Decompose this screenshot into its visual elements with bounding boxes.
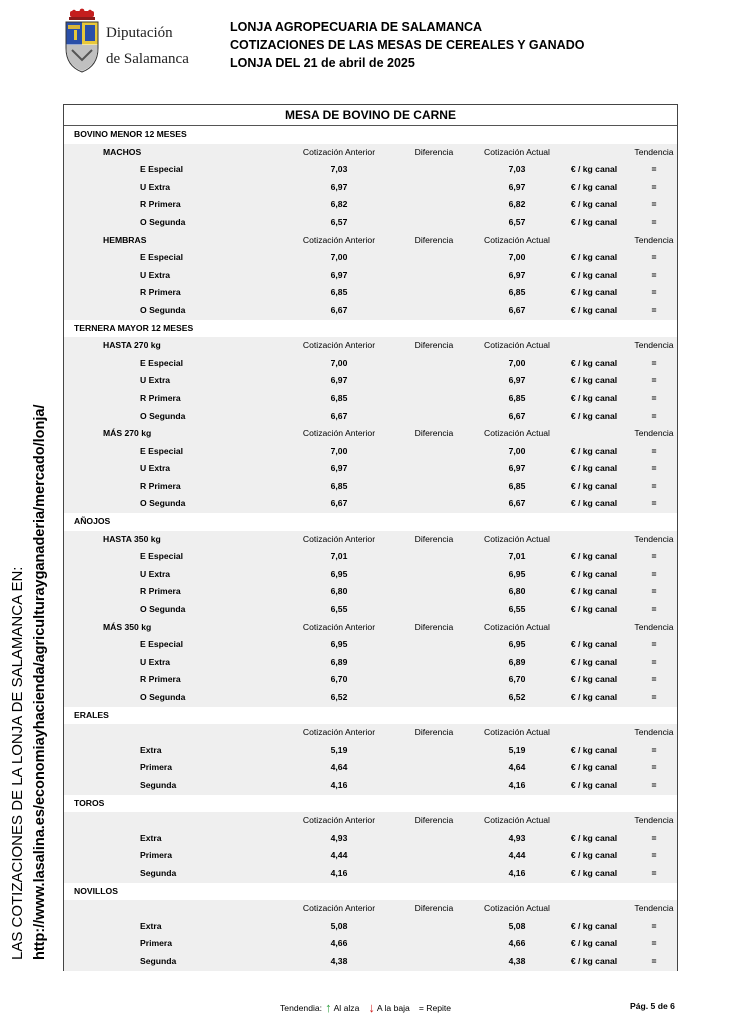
trend-value: = [651,392,657,403]
grade-label: E Especial [140,445,183,456]
trend-value: = [651,867,657,878]
legend-down-label: A la baja [376,1002,410,1013]
prev-price: 6,97 [330,269,348,280]
table-row [64,390,677,408]
table-row [64,249,677,267]
table-row [64,179,677,197]
grade-label: O Segunda [140,410,186,421]
grade-label: R Primera [140,287,181,298]
current-price: 6,97 [508,375,526,386]
col-trend-header: Tendencia [634,428,674,439]
col-cur-header: Cotización Actual [484,621,550,632]
trend-value: = [651,955,657,966]
table-row [64,777,677,795]
trend-value: = [651,357,657,368]
trend-value: = [651,269,657,280]
grade-label: O Segunda [140,692,186,702]
current-price: 7,03 [508,164,526,175]
prev-price: 6,95 [330,639,348,650]
trend-value: = [651,744,657,755]
current-price: 6,85 [508,392,526,403]
price-unit: € / kg canal [570,762,618,773]
prev-price: 6,97 [330,463,348,474]
grade-label: R Primera [140,392,181,403]
col-prev-header: Cotización Anterior [302,621,376,632]
trend-value: = [651,252,657,263]
current-price: 6,89 [508,656,526,667]
table-row [64,372,677,390]
price-unit: € / kg canal [570,955,618,966]
col-prev-header: Cotización Anterior [302,903,376,914]
trend-value: = [651,586,657,597]
trend-value: = [651,498,657,509]
current-price: 6,95 [508,639,526,650]
col-trend-header: Tendencia [634,621,674,632]
current-price: 4,38 [508,955,526,966]
prev-price: 6,52 [330,692,348,702]
current-price: 4,93 [508,832,526,843]
column-header-row [64,232,677,250]
prev-price: 7,00 [330,252,348,263]
current-price: 6,67 [508,498,526,509]
grade-label: Primera [140,850,173,861]
current-price: 4,64 [508,762,526,773]
prev-price: 4,64 [330,762,348,773]
current-price: 6,95 [508,568,526,579]
price-unit: € / kg canal [570,674,618,685]
grade-label: Primera [140,762,173,773]
prev-price: 5,08 [330,920,348,931]
col-diff-header: Diferencia [414,815,454,826]
col-diff-header: Diferencia [414,428,454,439]
grade-label: E Especial [140,551,183,562]
price-table [63,104,678,971]
column-header-row [64,724,677,742]
trend-value: = [651,850,657,861]
table-row [64,408,677,426]
current-price: 4,16 [508,867,526,878]
table-row [64,865,677,883]
col-trend-header: Tendencia [634,234,674,245]
current-price: 4,66 [508,938,526,949]
price-unit: € / kg canal [570,216,618,227]
trend-value: = [651,832,657,843]
grade-label: O Segunda [140,304,186,315]
trend-value: = [651,164,657,175]
page-number: Pág. 5 de 6 [630,1001,675,1011]
col-diff-header: Diferencia [414,146,454,157]
prev-price: 7,03 [330,164,348,175]
table-row [64,742,677,760]
legend-label: Tendendia: [280,1002,323,1013]
col-diff-header: Diferencia [414,621,454,632]
table-row [64,302,677,320]
current-price: 7,00 [508,357,526,368]
group-name: MÁS 350 kg [103,621,152,632]
trend-value: = [651,287,657,298]
table-row [64,918,677,936]
table-row [64,495,677,513]
table-row [64,636,677,654]
prev-price: 6,95 [330,568,348,579]
price-unit: € / kg canal [570,744,618,755]
title-line1: LONJA AGROPECUARIA DE SALAMANCA [230,20,483,34]
col-prev-header: Cotización Anterior [302,340,376,351]
table-row [64,284,677,302]
prev-price: 6,82 [330,199,348,210]
group-name: HEMBRAS [103,234,147,245]
grade-label: Segunda [140,955,177,966]
prev-price: 4,16 [330,867,348,878]
trend-value: = [651,304,657,315]
current-price: 4,16 [508,779,526,790]
table-row [64,460,677,478]
prev-price: 6,70 [330,674,348,685]
table-row [64,953,677,971]
prev-price: 6,57 [330,216,348,227]
prev-price: 4,44 [330,850,348,861]
price-unit: € / kg canal [570,692,618,702]
trend-value: = [651,480,657,491]
trend-value: = [651,762,657,773]
category-row [64,126,677,144]
table-row [64,355,677,373]
table-row [64,689,677,707]
trend-value: = [651,181,657,192]
current-price: 6,70 [508,674,526,685]
column-header-row [64,531,677,549]
category-row [64,795,677,813]
category-name: AÑOJOS [74,516,111,527]
current-price: 6,67 [508,304,526,315]
prev-price: 6,85 [330,287,348,298]
grade-label: Extra [140,744,162,755]
trend-value: = [651,779,657,790]
price-unit: € / kg canal [570,445,618,456]
column-header-row [64,812,677,830]
grade-label: O Segunda [140,604,186,615]
trend-value: = [651,674,657,685]
prev-price: 6,89 [330,656,348,667]
prev-price: 6,67 [330,410,348,421]
grade-label: Segunda [140,779,177,790]
col-diff-header: Diferencia [414,533,454,544]
current-price: 5,08 [508,920,526,931]
prev-price: 4,16 [330,779,348,790]
column-header-row [64,619,677,637]
trend-value: = [651,375,657,386]
current-price: 6,85 [508,287,526,298]
trend-value: = [651,445,657,456]
table-row [64,830,677,848]
title-line2: COTIZACIONES DE LAS MESAS DE CEREALES Y GANADO [230,38,585,52]
trend-value: = [651,604,657,615]
col-cur-header: Cotización Actual [484,428,550,439]
grade-label: Primera [140,938,173,949]
trend-value: = [651,938,657,949]
current-price: 4,44 [508,850,526,861]
prev-price: 6,85 [330,392,348,403]
col-diff-header: Diferencia [414,903,454,914]
current-price: 7,01 [508,551,526,562]
col-trend-header: Tendencia [634,903,674,914]
logo-text-line1: Diputación [106,25,173,41]
price-unit: € / kg canal [570,867,618,878]
price-unit: € / kg canal [570,269,618,280]
current-price: 6,55 [508,604,526,615]
trend-value: = [651,920,657,931]
price-unit: € / kg canal [570,604,618,615]
col-trend-header: Tendencia [634,727,674,738]
price-unit: € / kg canal [570,850,618,861]
col-cur-header: Cotización Actual [484,727,550,738]
price-unit: € / kg canal [570,375,618,386]
price-unit: € / kg canal [570,463,618,474]
table-row [64,443,677,461]
trend-value: = [651,656,657,667]
grade-label: R Primera [140,674,181,685]
table-row [64,654,677,672]
logo-text-line2: de Salamanca [106,51,189,67]
price-unit: € / kg canal [570,480,618,491]
legend-up-label: Al alza [333,1002,360,1013]
current-price: 6,52 [508,692,526,702]
price-unit: € / kg canal [570,392,618,403]
price-unit: € / kg canal [570,551,618,562]
col-trend-header: Tendencia [634,815,674,826]
prev-price: 6,67 [330,304,348,315]
price-unit: € / kg canal [570,410,618,421]
grade-label: R Primera [140,586,181,597]
grade-label: U Extra [140,181,171,192]
grade-label: R Primera [140,199,181,210]
table-row [64,671,677,689]
price-unit: € / kg canal [570,639,618,650]
table-row [64,601,677,619]
current-price: 6,80 [508,586,526,597]
current-price: 6,97 [508,463,526,474]
current-price: 6,97 [508,269,526,280]
category-row [64,320,677,338]
column-header-row [64,144,677,162]
col-cur-header: Cotización Actual [484,234,550,245]
category-name: BOVINO MENOR 12 MESES [74,129,187,139]
col-prev-header: Cotización Anterior [302,234,376,245]
price-unit: € / kg canal [570,287,618,298]
current-price: 6,85 [508,480,526,491]
grade-label: E Especial [140,639,183,650]
grade-label: E Especial [140,357,183,368]
col-cur-header: Cotización Actual [484,903,550,914]
col-diff-header: Diferencia [414,234,454,245]
table-row [64,847,677,865]
category-name: ERALES [74,709,109,720]
price-unit: € / kg canal [570,181,618,192]
title-line3: LONJA DEL 21 de abril de 2025 [230,56,415,70]
col-cur-header: Cotización Actual [484,815,550,826]
price-unit: € / kg canal [570,164,618,175]
table-row [64,566,677,584]
trend-legend [280,1000,451,1014]
column-header-row [64,337,677,355]
table-row [64,759,677,777]
sidebar-text: LAS COTIZACIONES DE LA LONJA DE SALAMANCA EN: [9,566,26,960]
group-name: HASTA 270 kg [103,340,161,351]
prev-price: 6,97 [330,181,348,192]
table-title: MESA DE BOVINO DE CARNE [64,105,677,126]
current-price: 6,97 [508,181,526,192]
trend-value: = [651,410,657,421]
col-prev-header: Cotización Anterior [302,815,376,826]
category-name: TERNERA MAYOR 12 MESES [74,322,194,333]
col-trend-header: Tendencia [634,146,674,157]
prev-price: 4,66 [330,938,348,949]
trend-value: = [651,551,657,562]
current-price: 6,82 [508,199,526,210]
current-price: 7,00 [508,445,526,456]
grade-label: E Especial [140,252,183,263]
price-unit: € / kg canal [570,199,618,210]
prev-price: 6,55 [330,604,348,615]
price-unit: € / kg canal [570,779,618,790]
category-row [64,883,677,901]
price-unit: € / kg canal [570,357,618,368]
col-diff-header: Diferencia [414,340,454,351]
arrow-down-icon: ↓ [368,999,375,1015]
grade-label: O Segunda [140,216,186,227]
col-trend-header: Tendencia [634,340,674,351]
trend-value: = [651,199,657,210]
table-body [64,126,677,971]
prev-price: 4,93 [330,832,348,843]
grade-label: Extra [140,920,162,931]
grade-label: U Extra [140,269,171,280]
col-prev-header: Cotización Anterior [302,533,376,544]
price-unit: € / kg canal [570,938,618,949]
price-unit: € / kg canal [570,656,618,667]
current-price: 7,00 [508,252,526,263]
price-unit: € / kg canal [570,252,618,263]
grade-label: U Extra [140,375,171,386]
col-prev-header: Cotización Anterior [302,428,376,439]
group-name: MÁS 270 kg [103,428,152,439]
coat-of-arms-icon [62,8,102,76]
column-header-row [64,900,677,918]
prev-price: 6,85 [330,480,348,491]
prev-price: 6,97 [330,375,348,386]
prev-price: 5,19 [330,744,348,755]
group-name: HASTA 350 kg [103,533,161,544]
current-price: 5,19 [508,744,526,755]
sidebar-link[interactable]: http://www.lasalina.es/economiayhacienda/agriculturayganaderia/mercado/lonja/ [32,404,48,960]
trend-value: = [651,463,657,474]
category-name: TOROS [74,797,105,808]
prev-price: 7,00 [330,445,348,456]
prev-price: 6,67 [330,498,348,509]
trend-value: = [651,216,657,227]
table-row [64,161,677,179]
prev-price: 7,00 [330,357,348,368]
column-header-row [64,425,677,443]
trend-value: = [651,639,657,650]
current-price: 6,67 [508,410,526,421]
price-unit: € / kg canal [570,832,618,843]
col-cur-header: Cotización Actual [484,533,550,544]
table-row [64,935,677,953]
col-prev-header: Cotización Anterior [302,146,376,157]
grade-label: E Especial [140,164,183,175]
trend-value: = [651,568,657,579]
table-row [64,196,677,214]
col-cur-header: Cotización Actual [484,340,550,351]
prev-price: 7,01 [330,551,348,562]
grade-label: Segunda [140,867,177,878]
price-unit: € / kg canal [570,586,618,597]
col-diff-header: Diferencia [414,727,454,738]
group-name: MACHOS [103,146,142,157]
price-unit: € / kg canal [570,568,618,579]
price-unit: € / kg canal [570,498,618,509]
category-name: NOVILLOS [74,885,118,896]
trend-value: = [651,692,657,702]
diputacion-logo [62,8,212,78]
table-row [64,267,677,285]
category-row [64,707,677,725]
legend-repeat-label: = Repite [418,1002,452,1013]
current-price: 6,57 [508,216,526,227]
col-cur-header: Cotización Actual [484,146,550,157]
grade-label: Extra [140,832,162,843]
table-row [64,214,677,232]
grade-label: O Segunda [140,498,186,509]
col-prev-header: Cotización Anterior [302,727,376,738]
prev-price: 4,38 [330,955,348,966]
grade-label: U Extra [140,568,171,579]
grade-label: U Extra [140,463,171,474]
table-row [64,478,677,496]
col-trend-header: Tendencia [634,533,674,544]
table-row [64,583,677,601]
prev-price: 6,80 [330,586,348,597]
document-title [230,18,584,72]
price-unit: € / kg canal [570,920,618,931]
arrow-up-icon: ↑ [325,999,332,1015]
grade-label: U Extra [140,656,171,667]
category-row [64,513,677,531]
price-unit: € / kg canal [570,304,618,315]
grade-label: R Primera [140,480,181,491]
table-row [64,548,677,566]
